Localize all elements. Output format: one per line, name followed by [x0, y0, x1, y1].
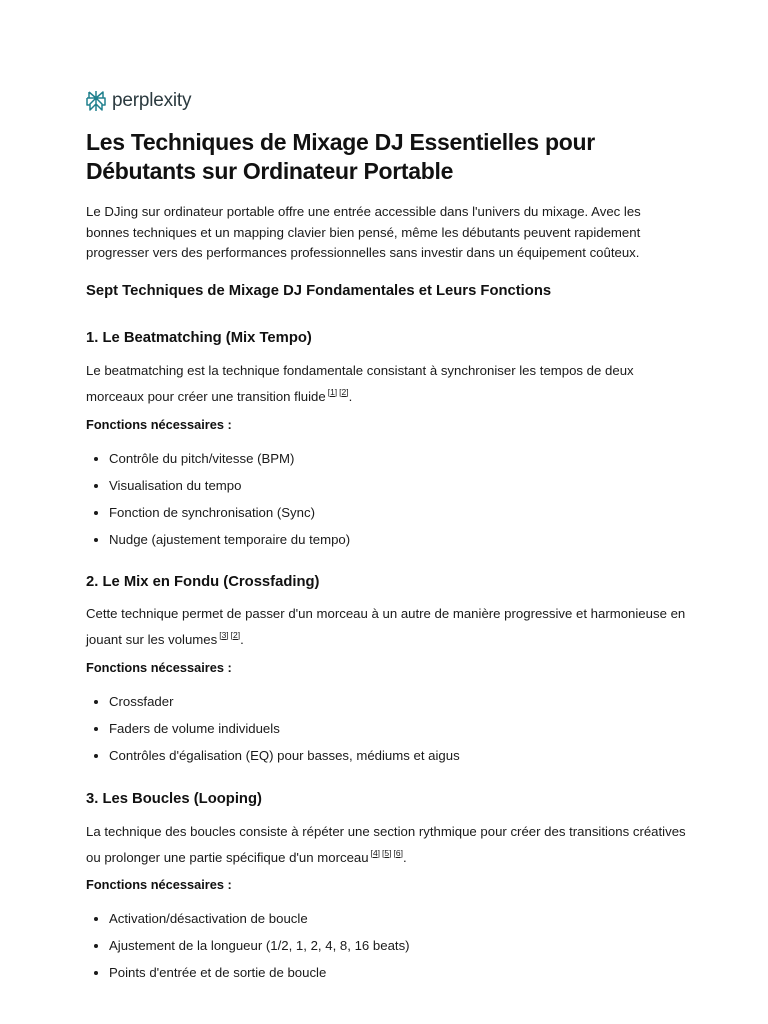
technique-3-description: La technique des boucles consiste à répéter une section rythmique pour créer des transitions créatives ou prolonger une partie spécifique d'un morceau [4] [5] [6]. [86, 824, 686, 865]
list-item: Fonction de synchronisation (Sync) [86, 503, 686, 530]
perplexity-logo-icon [86, 90, 106, 112]
list-item: Faders de volume individuels [86, 719, 686, 746]
list-item: Contrôles d'égalisation (EQ) pour basses, médiums et aigus [86, 746, 686, 773]
functions-label: Fonctions nécessaires : [86, 417, 232, 432]
technique-3-functions [86, 909, 686, 990]
functions-label: Fonctions nécessaires : [86, 877, 232, 892]
list-item: Ajustement de la longueur (1/2, 1, 2, 4, 8, 16 beats) [86, 936, 686, 963]
technique-2-functions [86, 692, 686, 773]
section-heading: Sept Techniques de Mixage DJ Fondamentales et Leurs Fonctions [86, 283, 552, 299]
technique-2-description: Cette technique permet de passer d'un morceau à un autre de manière progressive et harmonieuse en jouant sur les volumes [3] [2]. [86, 606, 686, 647]
list-item: Contrôle du pitch/vitesse (BPM) [86, 449, 686, 476]
technique-1-functions [86, 449, 686, 557]
citation-link[interactable]: [1] [327, 386, 338, 397]
page-title: Les Techniques de Mixage DJ Essentielles pour Débutants sur Ordinateur Portable [86, 129, 595, 184]
technique-2-title: 2. Le Mix en Fondu (Crossfading) [86, 574, 320, 590]
list-item: Crossfader [86, 692, 686, 719]
intro-paragraph: Le DJing sur ordinateur portable offre une entrée accessible dans l'univers du mixage. Avec les bonnes techniques et un mapping clavier bien pensé, même les débutants peuvent rapidement progresser vers des performances professionnelles sans investir dans un équipement coûteux. [86, 204, 641, 260]
list-item: Points d'entrée et de sortie de boucle [86, 963, 686, 990]
list-item: Nudge (ajustement temporaire du tempo) [86, 530, 686, 557]
citation-link[interactable]: [4] [370, 847, 381, 858]
brand-name: perplexity [112, 90, 192, 111]
citation-link[interactable]: [3] [219, 629, 229, 640]
technique-1-title: 1. Le Beatmatching (Mix Tempo) [86, 330, 312, 346]
citation-link[interactable]: [2] [230, 629, 241, 640]
perplexity-logo [86, 90, 191, 112]
citation-link[interactable]: [5] [382, 847, 392, 858]
technique-1-description: Le beatmatching est la technique fondamentale consistant à synchroniser les tempos de deux morceaux pour créer une transition fluide [1] [2]. [86, 363, 634, 404]
functions-label: Fonctions nécessaires : [86, 660, 232, 675]
citation-link[interactable]: [2] [339, 386, 349, 397]
citation-link[interactable]: [6] [393, 847, 403, 858]
list-item: Activation/désactivation de boucle [86, 909, 686, 936]
technique-3-title: 3. Les Boucles (Looping) [86, 791, 262, 807]
list-item: Visualisation du tempo [86, 476, 686, 503]
